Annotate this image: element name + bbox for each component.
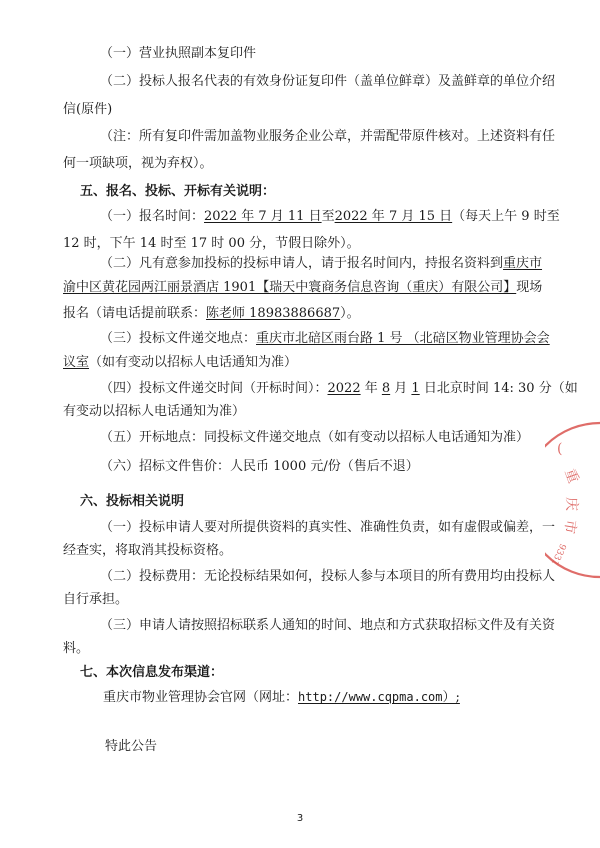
seal-char-2: 重 (561, 466, 582, 486)
requirement-item-2: （二）投标人报名代表的有效身份证复印件（盖单位鲜章）及盖鲜章的单位介绍 (100, 74, 556, 89)
section-7-heading: 七、本次信息发布渠道： (80, 665, 224, 680)
publication-url[interactable]: http://www.cqpma.com (298, 690, 443, 704)
submission-time-cont: 有变动以招标人电话通知为准） (63, 404, 246, 419)
official-seal-stamp (545, 415, 600, 585)
submission-room: 议室 (63, 355, 90, 370)
section-5-heading: 五、报名、投标、开标有关说明： (80, 184, 276, 199)
submission-location-cont (63, 355, 297, 371)
registration-time (100, 209, 560, 225)
requirement-item-2-cont: 信(原件) (63, 102, 113, 117)
bid-note-2-cont: 自行承担。 (63, 592, 129, 607)
registration-address (63, 280, 542, 296)
section-6-heading: 六、投标相关说明 (80, 494, 185, 509)
registration-location (100, 256, 542, 272)
registration-onsite: 现场 (516, 280, 543, 295)
submission-location-label: （三）投标文件递交地点： (100, 331, 257, 346)
requirement-note: （注：所有复印件需加盖物业服务企业公章，并需配带原件核对。上述资料有任 (100, 129, 556, 144)
submission-month: 8 (381, 381, 391, 396)
bid-note-1: （一）投标申请人要对所提供资料的真实性、准确性负责，如有虚假或偏差，一 (100, 520, 556, 535)
submission-address: 重庆市北碚区雨台路 1 号 （北碚区物业管理协会会 (256, 331, 550, 346)
page-number: 3 (296, 813, 304, 824)
submission-time-label: （四）投标文件递交时间（开标时间）： (100, 381, 328, 396)
submission-clock: 日北京时间 14: 30 分（如 (419, 381, 578, 396)
document-price: （六）招标文件售价：人民币 1000 元/份（售后不退） (100, 459, 419, 474)
registration-end-date: 2022 年 7 月 15 日 (334, 209, 453, 224)
publication-channel (103, 689, 460, 706)
seal-char-1: ( (557, 441, 563, 457)
bid-note-3-cont: 料。 (63, 641, 90, 656)
submission-note: （如有变动以招标人电话通知为准） (89, 355, 298, 370)
year-unit: 年 (360, 381, 382, 396)
registration-time-label: （一）报名时间： (100, 209, 205, 224)
registration-to: 至 (321, 209, 335, 224)
registration-start-date: 2022 年 7 月 11 日 (204, 209, 322, 224)
bid-note-1-cont: 经查实，将取消其投标资格。 (63, 543, 233, 558)
registration-time-cont: 12 时，下午 14 时至 17 时 00 分，节假日除外）。 (63, 236, 360, 251)
requirement-item-1: （一）营业执照副本复印件 (100, 46, 257, 61)
bid-opening-location: （五）开标地点：同投标文件递交地点（如有变动以招标人电话通知为准） (100, 430, 530, 445)
seal-char-3: 庆 (563, 497, 579, 511)
contact-person-phone: 陈老师 18983886687 (206, 306, 341, 321)
bid-note-2: （二）投标费用：无论投标结果如何，投标人参与本项目的所有费用均由投标人 (100, 569, 556, 584)
publication-close: ）; (442, 690, 460, 705)
closing-statement: 特此公告 (105, 739, 158, 754)
registration-location-text: （二）凡有意参加投标的投标申请人，请于报名时间内，持报名资料到 (100, 256, 504, 271)
registration-city: 重庆市 (503, 256, 543, 271)
submission-day: 1 (411, 381, 420, 396)
registration-address-text: 渝中区黄花园两江丽景酒店 1901【瑞天中寰商务信息咨询（重庆）有限公司】 (63, 280, 517, 295)
bid-note-3: （三）申请人请按照招标联系人通知的时间、地点和方式获取招标文件及有关资 (100, 618, 556, 633)
month-unit: 月 (390, 381, 412, 396)
contact-close: ）。 (340, 306, 360, 321)
seal-code: 9331 (548, 541, 568, 567)
seal-char-4: 市 (560, 518, 579, 535)
publication-site-label: 重庆市物业管理协会官网（网址： (103, 690, 299, 705)
registration-contact (63, 306, 360, 322)
submission-year: 2022 (327, 381, 361, 396)
submission-time (100, 381, 578, 397)
registration-hours: （每天上午 9 时至 (452, 209, 560, 224)
requirement-note-cont: 何一项缺项，视为弃权）。 (63, 156, 213, 171)
submission-location (100, 331, 550, 347)
registration-contact-label: 报名（请电话提前联系： (63, 306, 207, 321)
